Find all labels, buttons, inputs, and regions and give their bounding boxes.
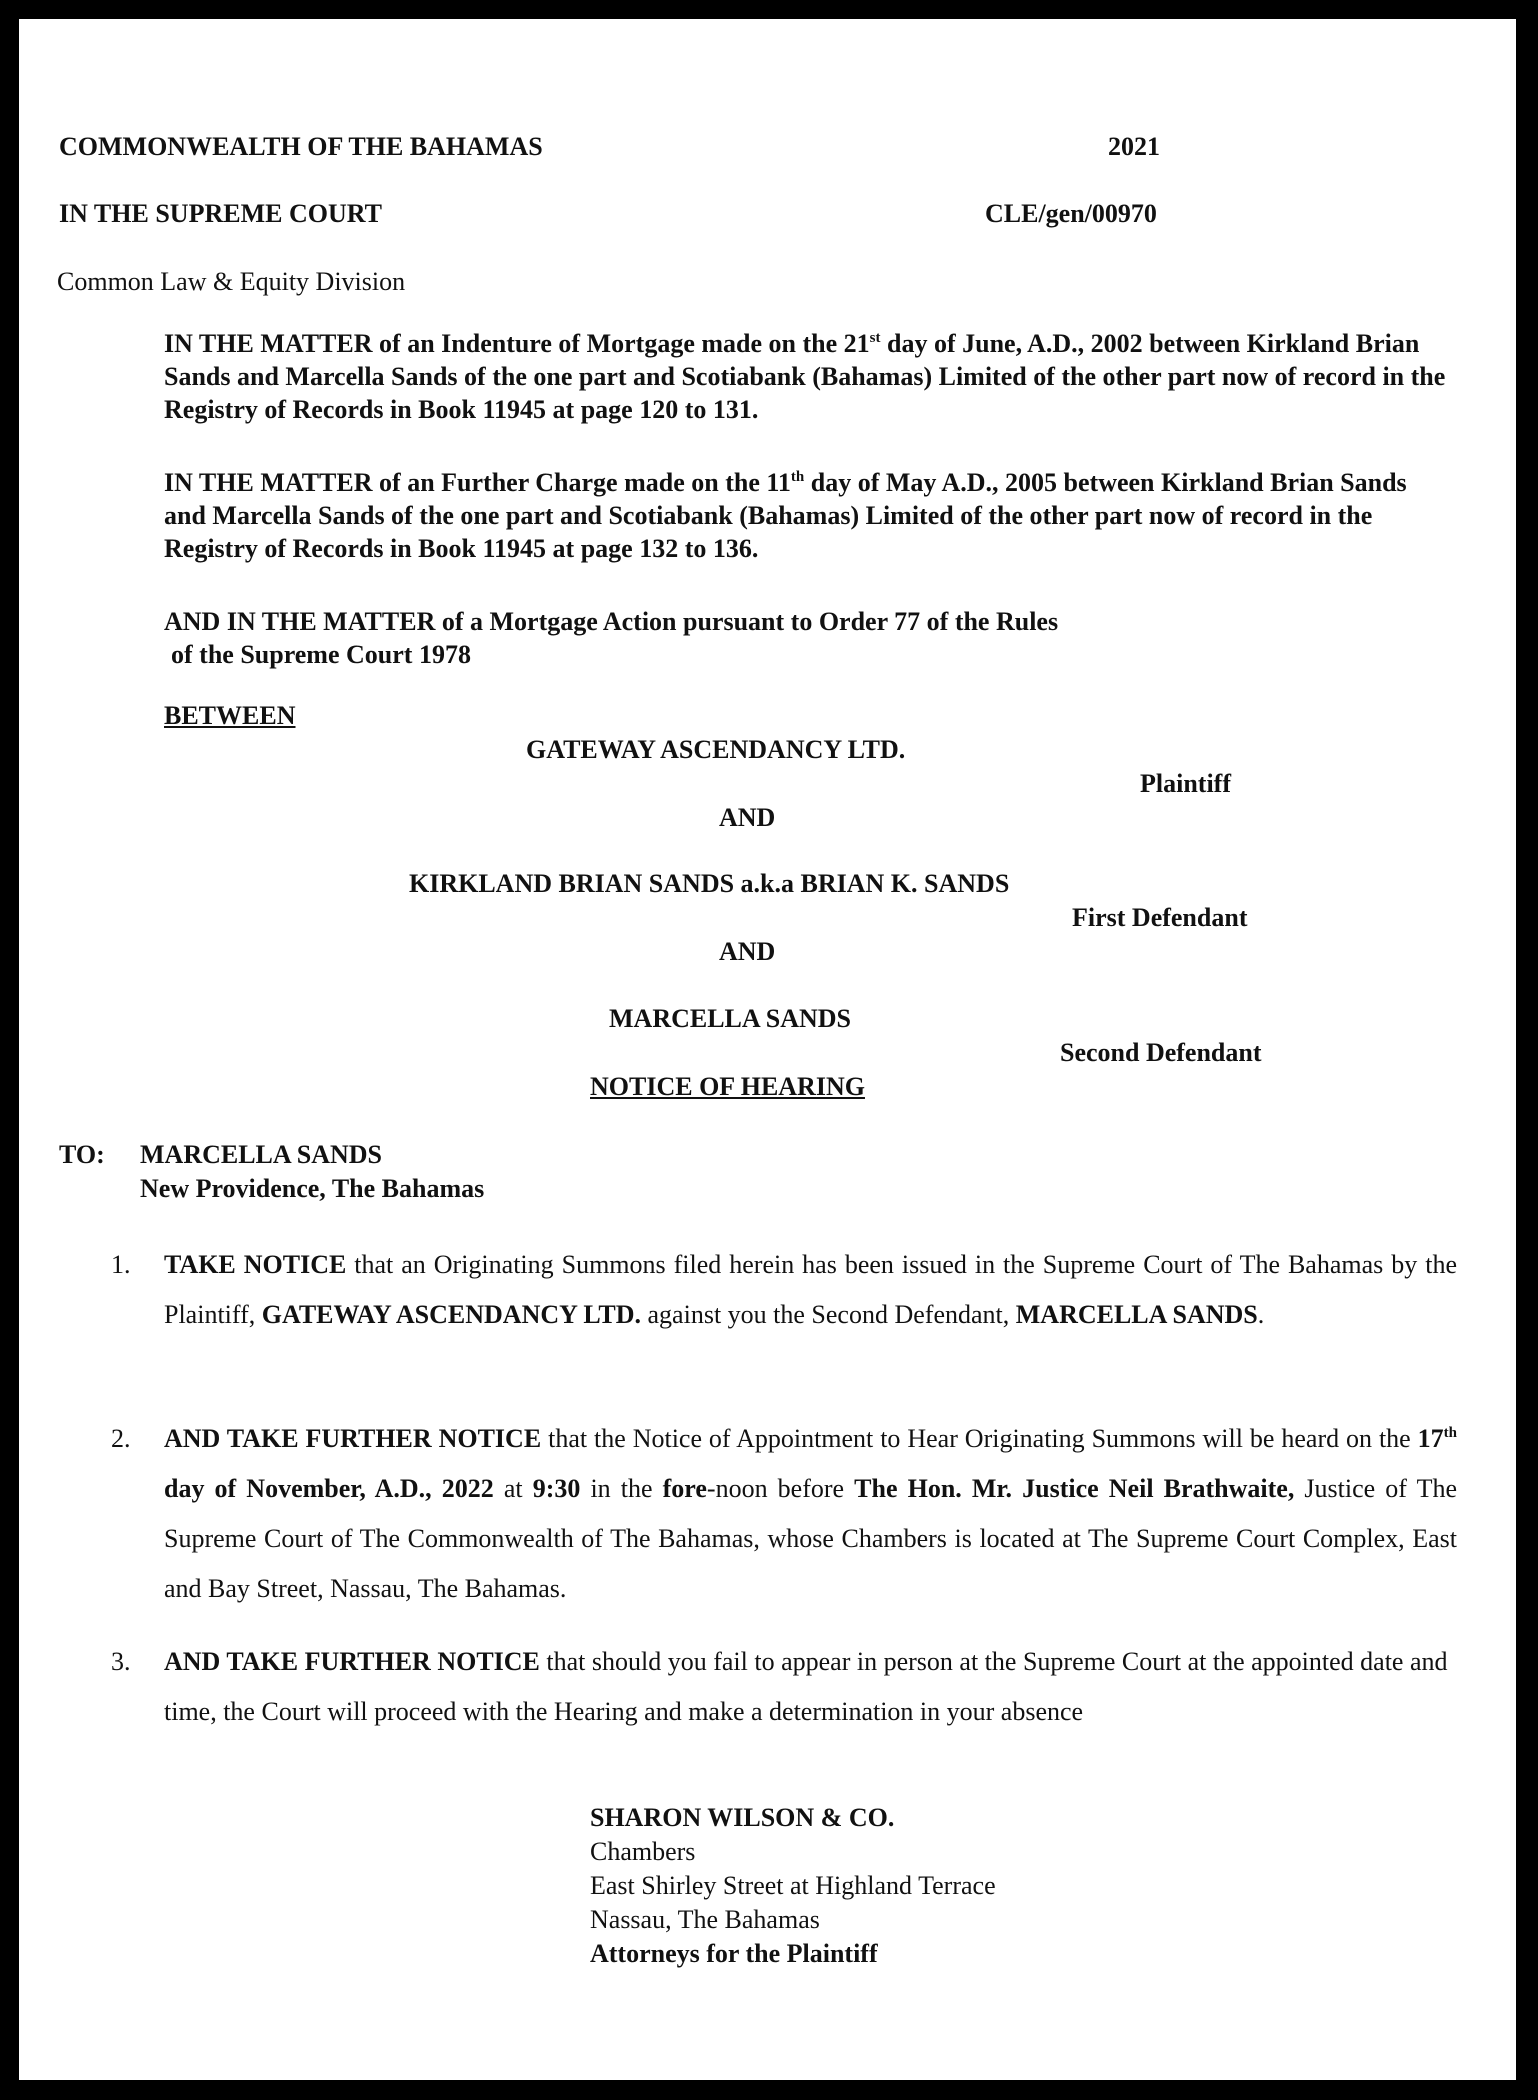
division: Common Law & Equity Division	[57, 267, 406, 296]
plaintiff-name: GATEWAY ASCENDANCY LTD.	[526, 735, 906, 764]
signature-block	[590, 1801, 996, 1971]
first-defendant-name: KIRKLAND BRIAN SANDS a.k.a BRIAN K. SANDS	[409, 869, 1010, 898]
and-separator-2: AND	[719, 937, 776, 966]
paragraph-2: AND TAKE FURTHER NOTICE that the Notice of Appointment to Hear Originating Summons will be heard on the 17th day of November, A.D., 2022 at 9:30 in the fore-noon before The Hon. Mr. Justice Neil Brathwaite, Justice of The Supreme Court of The Commonwealth of The Bahamas, whose Chambers is located at The Supreme Court Complex, East and Bay Street, Nassau, The Bahamas.	[164, 1424, 1457, 1603]
second-defendant-name: MARCELLA SANDS	[609, 1004, 851, 1033]
second-defendant-role: Second Defendant	[1060, 1038, 1262, 1067]
paragraph-3: AND TAKE FURTHER NOTICE that should you fail to appear in person at the Supreme Court at the appointed date and time, the Court will proceed with the Hearing and make a determination in your absence	[164, 1647, 1448, 1726]
paragraph-number: 3.	[111, 1647, 131, 1676]
firm-city: Nassau, The Bahamas	[590, 1905, 820, 1934]
paragraph-number: 2.	[111, 1424, 131, 1453]
matter-mortgage-action: AND IN THE MATTER of a Mortgage Action pursuant to Order 77 of the Rules of the Supreme Court 1978	[164, 607, 1059, 669]
firm-name: SHARON WILSON & CO.	[590, 1803, 895, 1832]
matter-mortgage: IN THE MATTER of an Indenture of Mortgage made on the 21st day of June, A.D., 2002 between Kirkland Brian Sands and Marcella Sands of the one part and Scotiabank (Bahamas) Limited of the other part now of record in the Registry of Records in Book 11945 at page 120 to 131.	[164, 329, 1446, 424]
firm-role: Attorneys for the Plaintiff	[590, 1939, 878, 1968]
notice-title: NOTICE OF HEARING	[590, 1072, 865, 1101]
first-defendant-role: First Defendant	[1072, 903, 1248, 932]
addressee-location: New Providence, The Bahamas	[140, 1174, 485, 1203]
matter-further-charge: IN THE MATTER of an Further Charge made on the 11th day of May A.D., 2005 between Kirkland Brian Sands and Marcella Sands of the one part and Scotiabank (Bahamas) Limited of the other part now of record in the Registry of Records in Book 11945 at page 132 to 136.	[164, 468, 1407, 563]
firm-street: East Shirley Street at Highland Terrace	[590, 1871, 996, 1900]
addressee-name: MARCELLA SANDS	[140, 1140, 382, 1169]
paragraph-1: TAKE NOTICE that an Originating Summons filed herein has been issued in the Supreme Court of The Bahamas by the Plaintiff, GATEWAY ASCENDANCY LTD. against you the Second Defendant, MARCELLA SANDS.	[164, 1250, 1457, 1329]
and-separator-1: AND	[719, 803, 776, 832]
jurisdiction: COMMONWEALTH OF THE BAHAMAS	[59, 132, 543, 161]
court-name: IN THE SUPREME COURT	[59, 199, 382, 228]
between-label: BETWEEN	[164, 701, 296, 730]
firm-chambers: Chambers	[590, 1837, 696, 1866]
case-number: CLE/gen/00970	[985, 199, 1157, 228]
to-label: TO:	[59, 1140, 105, 1169]
paragraph-number: 1.	[111, 1250, 131, 1279]
document-page	[19, 19, 1516, 2080]
plaintiff-role: Plaintiff	[1140, 769, 1231, 798]
year: 2021	[1108, 132, 1160, 161]
